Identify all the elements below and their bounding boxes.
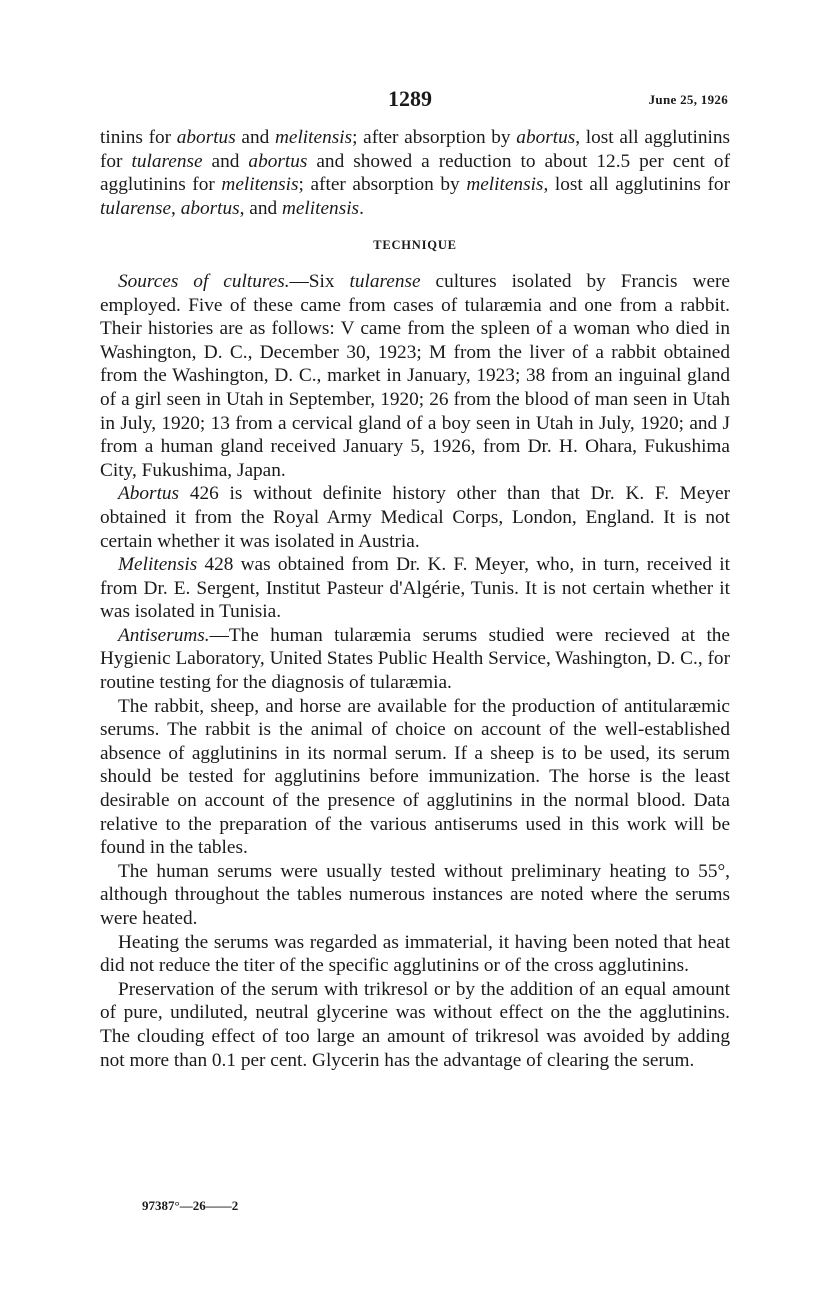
body-text [100,126,730,1072]
page-number: 1289 [388,86,432,111]
footer-signature: 97387°—26——2 [142,1198,239,1213]
paragraph-heating: Heating the serums was regarded as immaterial, it having been noted that heat did not reduce the titer of the specific agglutinins or of the cross agglutinins. [100,931,730,977]
paragraph-continuation: tinins for abortus and melitensis; after absorption by abortus, lost all agglutinins for tularense and abortus and showed a reduction to about 12.5 per cent of agglutinins for melitensis; after absorption by melitensis, lost all agglutinins for tularense, abortus, and melitensis. [100,127,731,219]
issue-date: June 25, 1926 [648,92,728,107]
paragraph-antiserums: Antiserums.—The human tularæmia serums studied were recieved at the Hygienic Laboratory, United States Public Health Service, Washington, D. C., for routine testing for the diagnosis of tularæmia. [100,624,730,694]
paragraph-sources-of-cultures: Sources of cultures.—Six tularense cultures isolated by Francis were employed. Five of these came from cases of tularæmia and one from a rabbit. Their histories are as follows: V came from the spleen of a woman who died in Washington, D. C., December 30, 1923; M from the liver of a rabbit obtained from the Washington, D. C., market in January, 1923; 38 from an inguinal gland of a girl seen in Utah in September, 1920; 26 from the blood of man seen in Utah in July, 1920; 13 from a cervical gland of a boy seen in Utah in July, 1920; and J from a human gland received January 5, 1926, from Dr. H. Ohara, Fukushima City, Fukushima, Japan. [100,270,730,481]
paragraph-melitensis: Melitensis 428 was obtained from Dr. K. F. Meyer, who, in turn, received it from Dr. E. Sergent, Institut Pasteur d'Algérie, Tunis. It is not certain whether it was isolated in Tunisia. [100,554,730,623]
page-header [0,86,816,116]
paragraph-abortus: Abortus 426 is without definite history other than that Dr. K. F. Meyer obtained it from the Royal Army Medical Corps, London, England. It is not certain whether it was isolated in Austria. [100,483,730,552]
paragraph-human-serums: The human serums were usually tested without preliminary heating to 55°, although throughout the tables numerous instances are noted where the serums were heated. [100,860,730,929]
paragraph-preservation: Preservation of the serum with trikresol or by the addition of an equal amount of pure, undiluted, neutral glycerine was without effect on the the agglutinins. The clouding effect of too large an amount of trikresol was avoided by adding not more than 0.1 per cent. Glycerin has the advantage of clearing the serum. [100,978,730,1071]
paragraph-animals: The rabbit, sheep, and horse are available for the production of antitularæmic serums. The rabbit is the animal of choice on account of the well-established absence of agglutinins in its normal serum. If a sheep is to be used, its serum should be tested for agglutinins before immunization. The horse is the least desirable on account of the presence of agglutinins in the normal blood. Data relative to the preparation of the various antiserums used in this work will be found in the tables. [100,695,730,859]
section-heading: TECHNIQUE [373,238,457,253]
